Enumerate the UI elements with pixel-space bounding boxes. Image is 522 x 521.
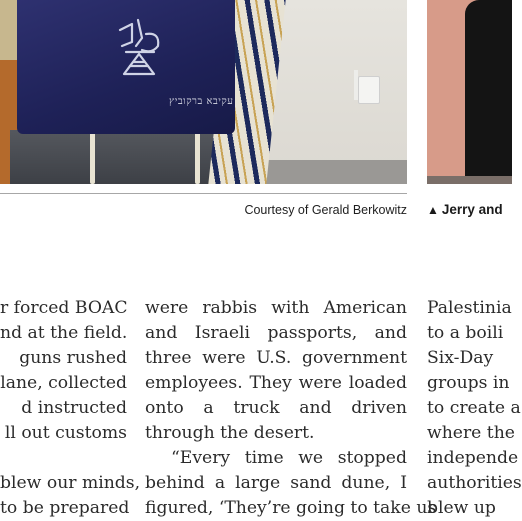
article-column-1 — [0, 296, 141, 521]
article-column-3 — [427, 296, 522, 521]
text-line: d instructed — [21, 398, 127, 418]
text-line: ll out customs — [4, 423, 127, 443]
text-line: blew up — [427, 498, 496, 518]
text-line: guns rushed — [19, 348, 127, 368]
velvet-pouch — [17, 0, 235, 134]
text-line: employees. They were loaded — [145, 373, 407, 393]
text-line: r forced BOAC — [0, 298, 128, 318]
text-line: to be prepared — [0, 498, 130, 518]
floor — [427, 176, 512, 184]
text-line: nd at the field. — [0, 323, 128, 343]
caption-rule — [0, 193, 407, 194]
power-outlet-icon — [358, 76, 380, 104]
text-line: lane, collected — [0, 373, 127, 393]
person-silhouette — [465, 0, 512, 176]
caption-text: Jerry and — [441, 202, 503, 217]
text-line: figured, ‘They’re going to take us — [145, 498, 437, 518]
text-line: Palestinia — [427, 298, 512, 318]
tzitzit-fringe — [90, 132, 95, 184]
text-line: through the desert. — [145, 423, 315, 443]
tefillin-bag-photo — [0, 0, 407, 184]
text-line: onto a truck and driven — [145, 398, 407, 418]
photo-caption — [427, 202, 517, 217]
text-line: groups in — [427, 373, 510, 393]
text-line: behind a large sand dune, I — [145, 473, 407, 493]
text-line: blew our minds, — [0, 473, 141, 493]
text-line: where the — [427, 423, 515, 443]
embroidered-monogram-icon — [112, 16, 166, 82]
text-line: authorities — [427, 473, 522, 493]
portrait-photo — [427, 0, 512, 184]
text-line — [0, 446, 127, 471]
tzitzit-fringe — [195, 132, 200, 184]
article-column-2 — [145, 296, 437, 521]
text-line: to a boili — [427, 323, 504, 343]
text-line: three were U.S. government — [145, 348, 407, 368]
triangle-marker-icon: ▲ — [427, 203, 439, 217]
trousers — [10, 130, 220, 184]
photo-credit: Courtesy of Gerald Berkowitz — [244, 203, 407, 217]
text-line: independe — [427, 448, 519, 468]
text-line: and Israeli passports, and — [145, 323, 407, 343]
text-line: were rabbis with American — [145, 298, 407, 318]
text-line: Six-Day — [427, 348, 494, 368]
text-line: to create a — [427, 398, 521, 418]
text-line: “Every time we stopped — [171, 448, 407, 468]
embroidered-name: עקיבא ברקוביץ — [169, 96, 234, 107]
